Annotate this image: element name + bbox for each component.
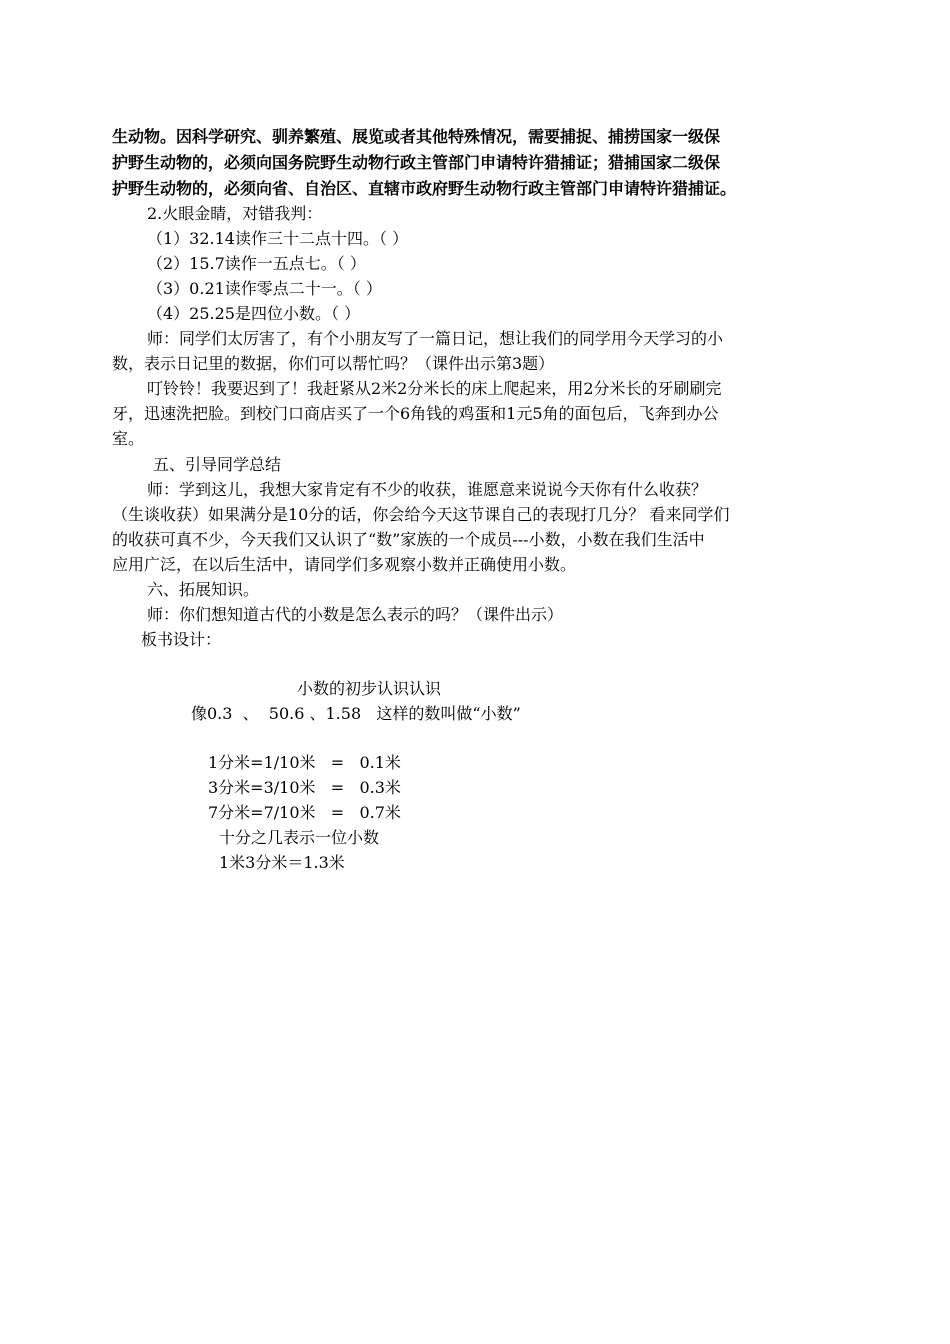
board-equation-2: 3分米=3/10米 = 0.3米 — [208, 778, 401, 797]
board-label: 板书设计： — [141, 630, 222, 649]
intro-line-1: 生动物。因科学研究、驯养繁殖、展览或者其他特殊情况，需要捕捉、捕捞国家一级保 — [112, 127, 721, 146]
intro-line-3: 护野生动物的，必须向省、自治区、直辖市政府野生动物行政主管部门申请特许猎捕证。 — [112, 179, 737, 198]
section5-line-2: （生谈收获）如果满分是10分的话，你会给今天这节课自己的表现打几分？ 看来同学们 — [112, 505, 730, 524]
diary-line-3: 室。 — [112, 429, 145, 448]
section5-line-3: 的收获可真不少，今天我们又认识了“数”家族的一个成员---小数，小数在我们生活中 — [112, 530, 705, 549]
section5-heading: 五、引导同学总结 — [153, 455, 282, 474]
section5-line-1: 师：学到这儿，我想大家肯定有不少的收获，谁愿意来说说今天你有什么收获？ — [147, 480, 708, 499]
diary-line-2: 牙，迅速洗把脸。到校门口商店买了一个6角钱的鸡蛋和1元5角的面包后，飞奔到办公 — [112, 404, 719, 423]
quiz-heading: 2.火眼金睛，对错我判： — [147, 204, 323, 223]
section5-line-4: 应用广泛，在以后生活中，请同学们多观察小数并正确使用小数。 — [112, 555, 577, 574]
section6-line: 师：你们想知道古代的小数是怎么表示的吗？（课件出示） — [147, 605, 564, 624]
board-final: 1米3分米＝1.3米 — [219, 853, 345, 872]
intro-line-2: 护野生动物的，必须向国务院野生动物行政主管部门申请特许猎捕证；猎捕国家二级保 — [112, 153, 721, 172]
section6-heading: 六、拓展知识。 — [147, 580, 260, 599]
board-summary: 十分之几表示一位小数 — [219, 828, 380, 847]
quiz-item-4: （4）25.25是四位小数。（ ） — [147, 304, 361, 323]
board-example: 像0.3 、 50.6 、1.58 这样的数叫做“小数” — [191, 704, 521, 723]
teacher-diary-line-1: 师：同学们太厉害了，有个小朋友写了一篇日记，想让我们的同学用今天学习的小 — [147, 329, 724, 348]
teacher-diary-line-2: 数，表示日记里的数据，你们可以帮忙吗？（课件出示第3题） — [112, 354, 555, 373]
diary-line-1: 叮铃铃！我要迟到了！我赶紧从2米2分米长的床上爬起来，用2分米长的牙刷刷完 — [147, 379, 722, 398]
quiz-item-1: （1）32.14读作三十二点十四。（ ） — [147, 229, 409, 248]
quiz-item-3: （3）0.21读作零点二十一。（ ） — [147, 279, 382, 298]
board-equation-3: 7分米=7/10米 = 0.7米 — [208, 803, 401, 822]
board-equation-1: 1分米=1/10米 = 0.1米 — [208, 753, 401, 772]
quiz-item-2: （2）15.7读作一五点七。（ ） — [147, 254, 366, 273]
board-title: 小数的初步认识认识 — [297, 679, 442, 698]
